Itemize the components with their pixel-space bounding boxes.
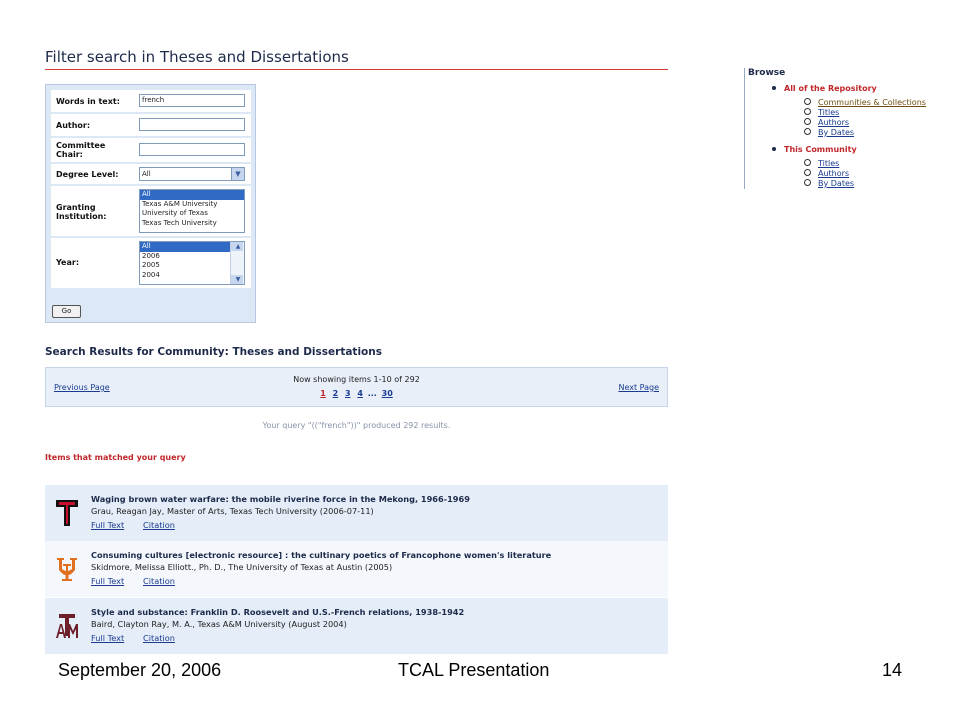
degree-label: Degree Level: xyxy=(56,170,119,179)
filter-panel xyxy=(45,84,256,323)
circle-bullet-icon xyxy=(804,159,811,166)
result-title[interactable]: Style and substance: Franklin D. Roosevelt and U.S.-French relations, 1938-1942 xyxy=(91,607,465,617)
result-title[interactable]: Waging brown water warfare: the mobile riverine force in the Mekong, 1966-1969 xyxy=(91,494,470,504)
degree-row xyxy=(51,164,251,184)
result-item xyxy=(45,541,668,597)
results-title: Search Results for Community: Theses and Dissertations xyxy=(45,346,382,358)
scroll-up-icon[interactable]: ▲ xyxy=(231,242,243,251)
community-titles-link[interactable]: Titles xyxy=(818,159,840,168)
community-dates-link[interactable]: By Dates xyxy=(818,179,855,188)
communities-collections-link[interactable]: Communities & Collections xyxy=(818,98,926,107)
result-meta: Grau, Reagan Jay, Master of Arts, Texas Tech University (2006-07-11) xyxy=(91,506,374,516)
scroll-down-icon[interactable]: ▼ xyxy=(231,275,243,284)
result-meta: Baird, Clayton Ray, M. A., Texas A&M University (August 2004) xyxy=(91,619,347,629)
result-item xyxy=(45,485,668,541)
citation-link[interactable]: Citation xyxy=(143,520,175,530)
community-authors-link[interactable]: Authors xyxy=(818,169,850,178)
year-option[interactable]: 2005 xyxy=(142,261,160,269)
circle-bullet-icon xyxy=(804,108,811,115)
circle-bullet-icon xyxy=(804,98,811,105)
browse-sidebar xyxy=(744,68,945,189)
bullet-icon xyxy=(772,147,776,151)
previous-page-link[interactable]: Previous Page xyxy=(54,383,110,392)
query-summary: Your query "(("french"))" produced 292 results. xyxy=(262,421,451,430)
next-page-link[interactable]: Next Page xyxy=(618,383,659,392)
institution-option[interactable]: All xyxy=(140,190,244,200)
result-meta: Skidmore, Melissa Elliott., Ph. D., The University of Texas at Austin (2005) xyxy=(91,562,393,572)
page-link-last[interactable]: 30 xyxy=(381,389,393,398)
matched-heading: Items that matched your query xyxy=(45,453,186,462)
showing-count: Now showing items 1-10 of 292 xyxy=(293,375,420,384)
browse-link[interactable] xyxy=(804,159,839,168)
institution-list[interactable] xyxy=(139,189,245,233)
university-of-texas-logo-icon xyxy=(55,555,79,583)
bullet-icon xyxy=(772,86,776,90)
author-input[interactable] xyxy=(139,118,245,131)
circle-bullet-icon xyxy=(804,179,811,186)
browse-link[interactable] xyxy=(804,179,854,188)
browse-link[interactable] xyxy=(804,169,849,178)
browse-link[interactable] xyxy=(804,98,926,107)
institution-option[interactable]: Texas Tech University xyxy=(142,218,217,227)
page-link-3[interactable]: 3 xyxy=(344,389,351,398)
year-row xyxy=(51,238,251,288)
words-input[interactable]: french xyxy=(139,94,245,107)
citation-link[interactable]: Citation xyxy=(143,576,175,586)
browse-link[interactable] xyxy=(804,118,849,127)
chair-label: Committee Chair: xyxy=(56,141,106,159)
citation-link[interactable]: Citation xyxy=(143,633,175,643)
circle-bullet-icon xyxy=(804,169,811,176)
institution-label: Granting Institution: xyxy=(56,203,107,221)
year-option[interactable]: All xyxy=(140,242,233,252)
browse-link[interactable] xyxy=(804,108,839,117)
institution-option[interactable]: Texas A&M University xyxy=(142,199,218,208)
year-option[interactable]: 2004 xyxy=(142,270,160,279)
footer-date: September 20, 2006 xyxy=(58,660,222,680)
footer-presentation-title: TCAL Presentation xyxy=(398,660,550,680)
repo-heading: All of the Repository xyxy=(772,84,877,93)
full-text-link[interactable]: Full Text xyxy=(91,633,125,643)
repo-authors-link[interactable]: Authors xyxy=(818,118,850,127)
title-divider xyxy=(45,69,668,70)
chair-input[interactable] xyxy=(139,143,245,156)
year-scrollbar[interactable] xyxy=(230,242,244,284)
words-row xyxy=(51,90,251,112)
words-label: Words in text: xyxy=(56,97,120,106)
repo-titles-link[interactable]: Titles xyxy=(818,108,840,117)
circle-bullet-icon xyxy=(804,118,811,125)
circle-bullet-icon xyxy=(804,128,811,135)
texas-am-logo-icon xyxy=(55,612,79,640)
institution-option[interactable]: University of Texas xyxy=(142,209,208,217)
pager-bar xyxy=(45,367,668,407)
institution-row xyxy=(51,186,251,236)
year-list[interactable] xyxy=(139,241,245,285)
page-link-1[interactable]: 1 xyxy=(320,389,326,398)
year-label: Year: xyxy=(56,258,80,267)
texas-tech-logo-icon xyxy=(55,499,79,527)
degree-selected-value: All xyxy=(142,170,151,178)
slide-number: 14 xyxy=(882,660,903,680)
browse-title: Browse xyxy=(748,68,786,78)
community-heading: This Community xyxy=(772,145,857,154)
chair-row xyxy=(51,138,251,162)
go-button[interactable]: Go xyxy=(52,305,81,318)
full-text-link[interactable]: Full Text xyxy=(91,520,125,530)
page-ellipsis: ... xyxy=(367,389,377,398)
result-item xyxy=(45,598,668,654)
result-title[interactable]: Consuming cultures [electronic resource] : the cultinary poetics of Francophone women's literature xyxy=(91,550,552,560)
repo-dates-link[interactable]: By Dates xyxy=(818,128,855,137)
year-option[interactable]: 2006 xyxy=(142,251,160,260)
author-label: Author: xyxy=(56,121,91,130)
full-text-link[interactable]: Full Text xyxy=(91,576,125,586)
browse-link[interactable] xyxy=(804,128,854,137)
author-row xyxy=(51,114,251,136)
degree-select[interactable] xyxy=(139,167,245,181)
page-title: Filter search in Theses and Dissertations xyxy=(45,48,349,66)
page-link-4[interactable]: 4 xyxy=(357,389,363,398)
page-link-2[interactable]: 2 xyxy=(332,389,339,398)
page-numbers xyxy=(46,389,667,398)
chevron-down-icon[interactable]: ▼ xyxy=(231,168,244,180)
